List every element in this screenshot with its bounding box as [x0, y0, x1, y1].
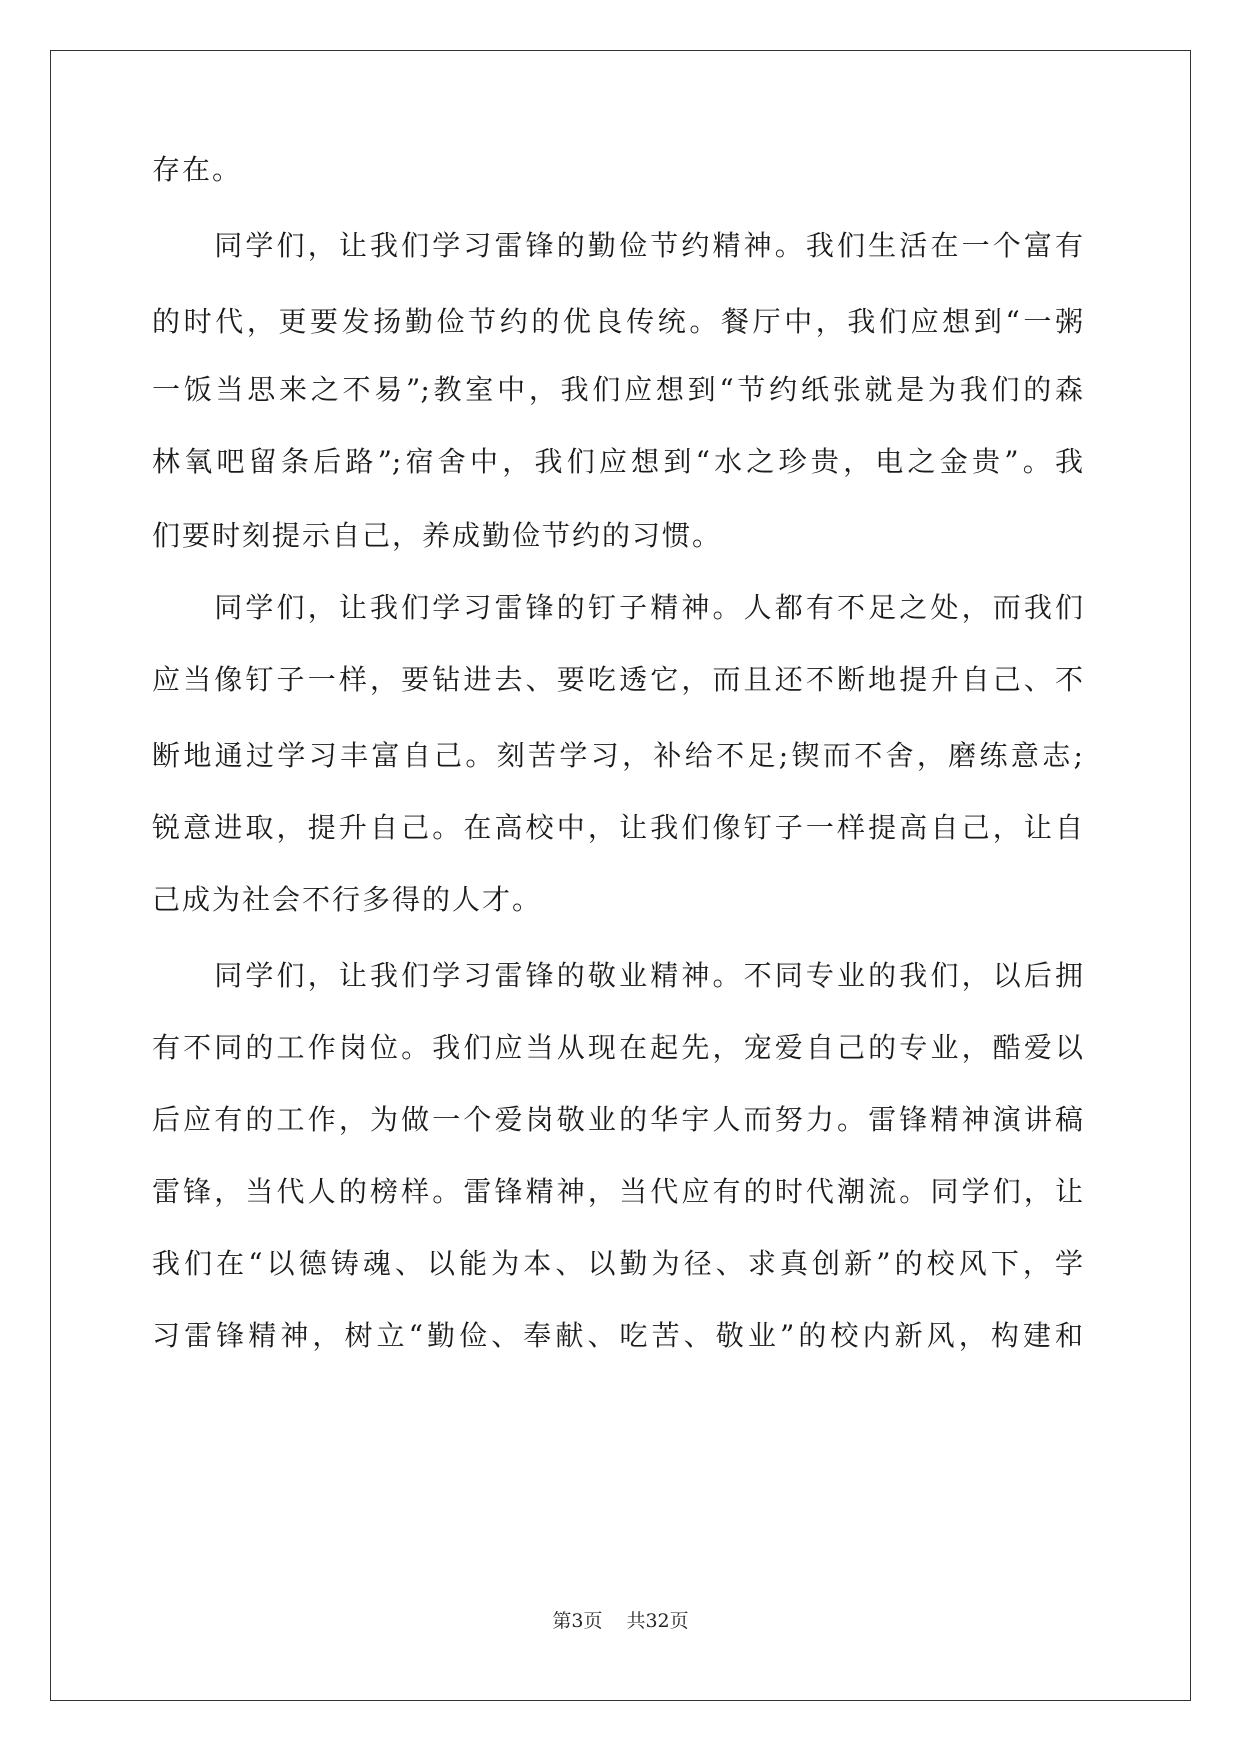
page-footer [0, 1608, 1241, 1634]
text-line: 一饭当思来之不易”;教室中，我们应想到“节约纸张就是为我们的森 [152, 373, 1083, 406]
page-number-current: 第3页 [552, 1610, 603, 1632]
text-line: 存在。 [152, 153, 243, 186]
text-line: 雷锋，当代人的榜样。雷锋精神，当代应有的时代潮流。同学们，让 [152, 1175, 1083, 1208]
text-line: 断地通过学习丰富自己。刻苦学习，补给不足;锲而不舍，磨练意志; [152, 739, 1083, 772]
text-line: 后应有的工作，为做一个爱岗敬业的华宇人而努力。雷锋精神演讲稿 [152, 1103, 1083, 1136]
text-line: 己成为社会不行多得的人才。 [152, 883, 543, 916]
text-line: 林氧吧留条后路”;宿舍中，我们应想到“水之珍贵，电之金贵”。我 [152, 445, 1083, 478]
text-line: 的时代，更要发扬勤俭节约的优良传统。餐厅中，我们应想到“一粥 [152, 305, 1083, 338]
text-line: 我们在“以德铸魂、以能为本、以勤为径、求真创新”的校风下，学 [152, 1247, 1083, 1280]
page-border [50, 50, 1191, 1701]
page-number-total: 共32页 [626, 1610, 689, 1632]
text-line: 锐意进取，提升自己。在高校中，让我们像钉子一样提高自己，让自 [152, 811, 1083, 844]
text-line: 有不同的工作岗位。我们应当从现在起先，宠爱自己的专业，酷爱以 [152, 1031, 1083, 1064]
text-line: 们要时刻提示自己，养成勤俭节约的习惯。 [152, 519, 723, 552]
text-line: 习雷锋精神，树立“勤俭、奉献、吃苦、敬业”的校内新风，构建和 [152, 1319, 1083, 1352]
paragraph-start-line: 同学们，让我们学习雷锋的敬业精神。不同专业的我们，以后拥 [152, 959, 1083, 992]
paragraph-start-line: 同学们，让我们学习雷锋的钉子精神。人都有不足之处，而我们 [152, 591, 1083, 624]
paragraph-start-line: 同学们，让我们学习雷锋的勤俭节约精神。我们生活在一个富有 [152, 229, 1083, 262]
text-line: 应当像钉子一样，要钻进去、要吃透它，而且还不断地提升自己、不 [152, 663, 1083, 696]
